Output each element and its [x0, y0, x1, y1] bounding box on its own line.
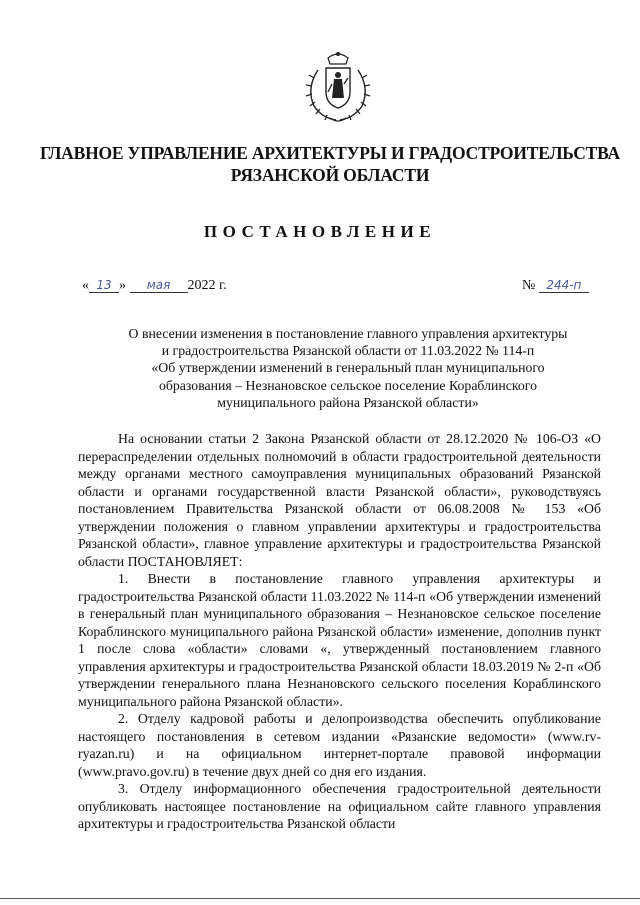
date-close-quote: » [119, 278, 126, 293]
item-3-paragraph: 3. Отделу информационного обеспечения градостроительной деятельности опубликовать настоящее постановление на официальном сайте главного управления архитектуры и градостроительства Рязанской области [78, 781, 601, 831]
document-type-title: ПОСТАНОВЛЕНИЕ [203, 222, 437, 241]
page-bottom-edge [0, 898, 640, 899]
document-number [522, 278, 589, 294]
organization-line-1: ГЛАВНОЕ УПРАВЛЕНИЕ АРХИТЕКТУРЫ И ГРАДОСТРОИТЕЛЬСТВА [40, 143, 620, 163]
coat-of-arms-emblem [300, 48, 376, 126]
subject-line-5: муниципального района Рязанской области» [217, 394, 479, 410]
organization-line-2: РЯЗАНСКОЙ ОБЛАСТИ [230, 165, 430, 185]
date-open-quote: « [82, 278, 89, 293]
subject-line-4: образования – Незнановское сельское поселение Кораблинского [158, 377, 538, 393]
document-date [82, 278, 227, 294]
subject-line-1: О внесении изменения в постановление главного управления архитектуры [128, 326, 568, 341]
date-day: 13 [89, 278, 119, 293]
number-value: 244-п [539, 278, 589, 293]
item-2-paragraph: 2. Отделу кадровой работы и делопроизводства обеспечить опубликование настоящего постановления в сетевом издании «Рязанские ведомости» (www.rv-ryazan.ru) и на официальном интернет-портале правовой информации (www.pravo.gov.ru) в течение двух дней со дня его издания. [78, 711, 601, 779]
organization-name [40, 142, 620, 186]
document-body [78, 430, 601, 833]
document-subject [90, 325, 606, 411]
subject-line-2: и градостроительства Рязанской области от 11.03.2022 № 114-п [161, 343, 535, 359]
item-1-paragraph: 1. Внести в постановление главного управления архитектуры и градостроительства Рязанской области 11.03.2022 № 114-п «Об утверждении изменений в генеральный план муниципального образования – Незнановское сельское поселение Кораблинского муниципального района Рязанской области» изменение, дополнив пункт 1 после слова «области» словами «, утвержденный постановлением главного управления архитектуры и градостроительства Рязанской области 18.03.2019 № 2-п «Об утверждении генерального плана Незнановского сельского поселения Кораблинского муниципального района Рязанской области». [78, 571, 601, 709]
date-month: мая [130, 278, 188, 293]
number-prefix: № [522, 278, 536, 293]
preamble-paragraph: На основании статьи 2 Закона Рязанской области от 28.12.2020 № 106-ОЗ «О перераспределении отдельных полномочий в области градостроительной деятельности между органами местного самоуправления муниципальных образований Рязанской области и органами государственной власти Рязанской области», руководствуясь постановлением Правительства Рязанской области от 06.08.2008 № 153 «Об утверждении положения о главном управлении архитектуры и градостроительства Рязанской области», главное управление архитектуры и градостроительства Рязанской области ПОСТАНОВЛЯЕТ: [78, 431, 601, 569]
date-year: 2022 г. [187, 278, 227, 293]
subject-line-3: «Об утверждении изменений в генеральный план муниципального [151, 360, 545, 376]
